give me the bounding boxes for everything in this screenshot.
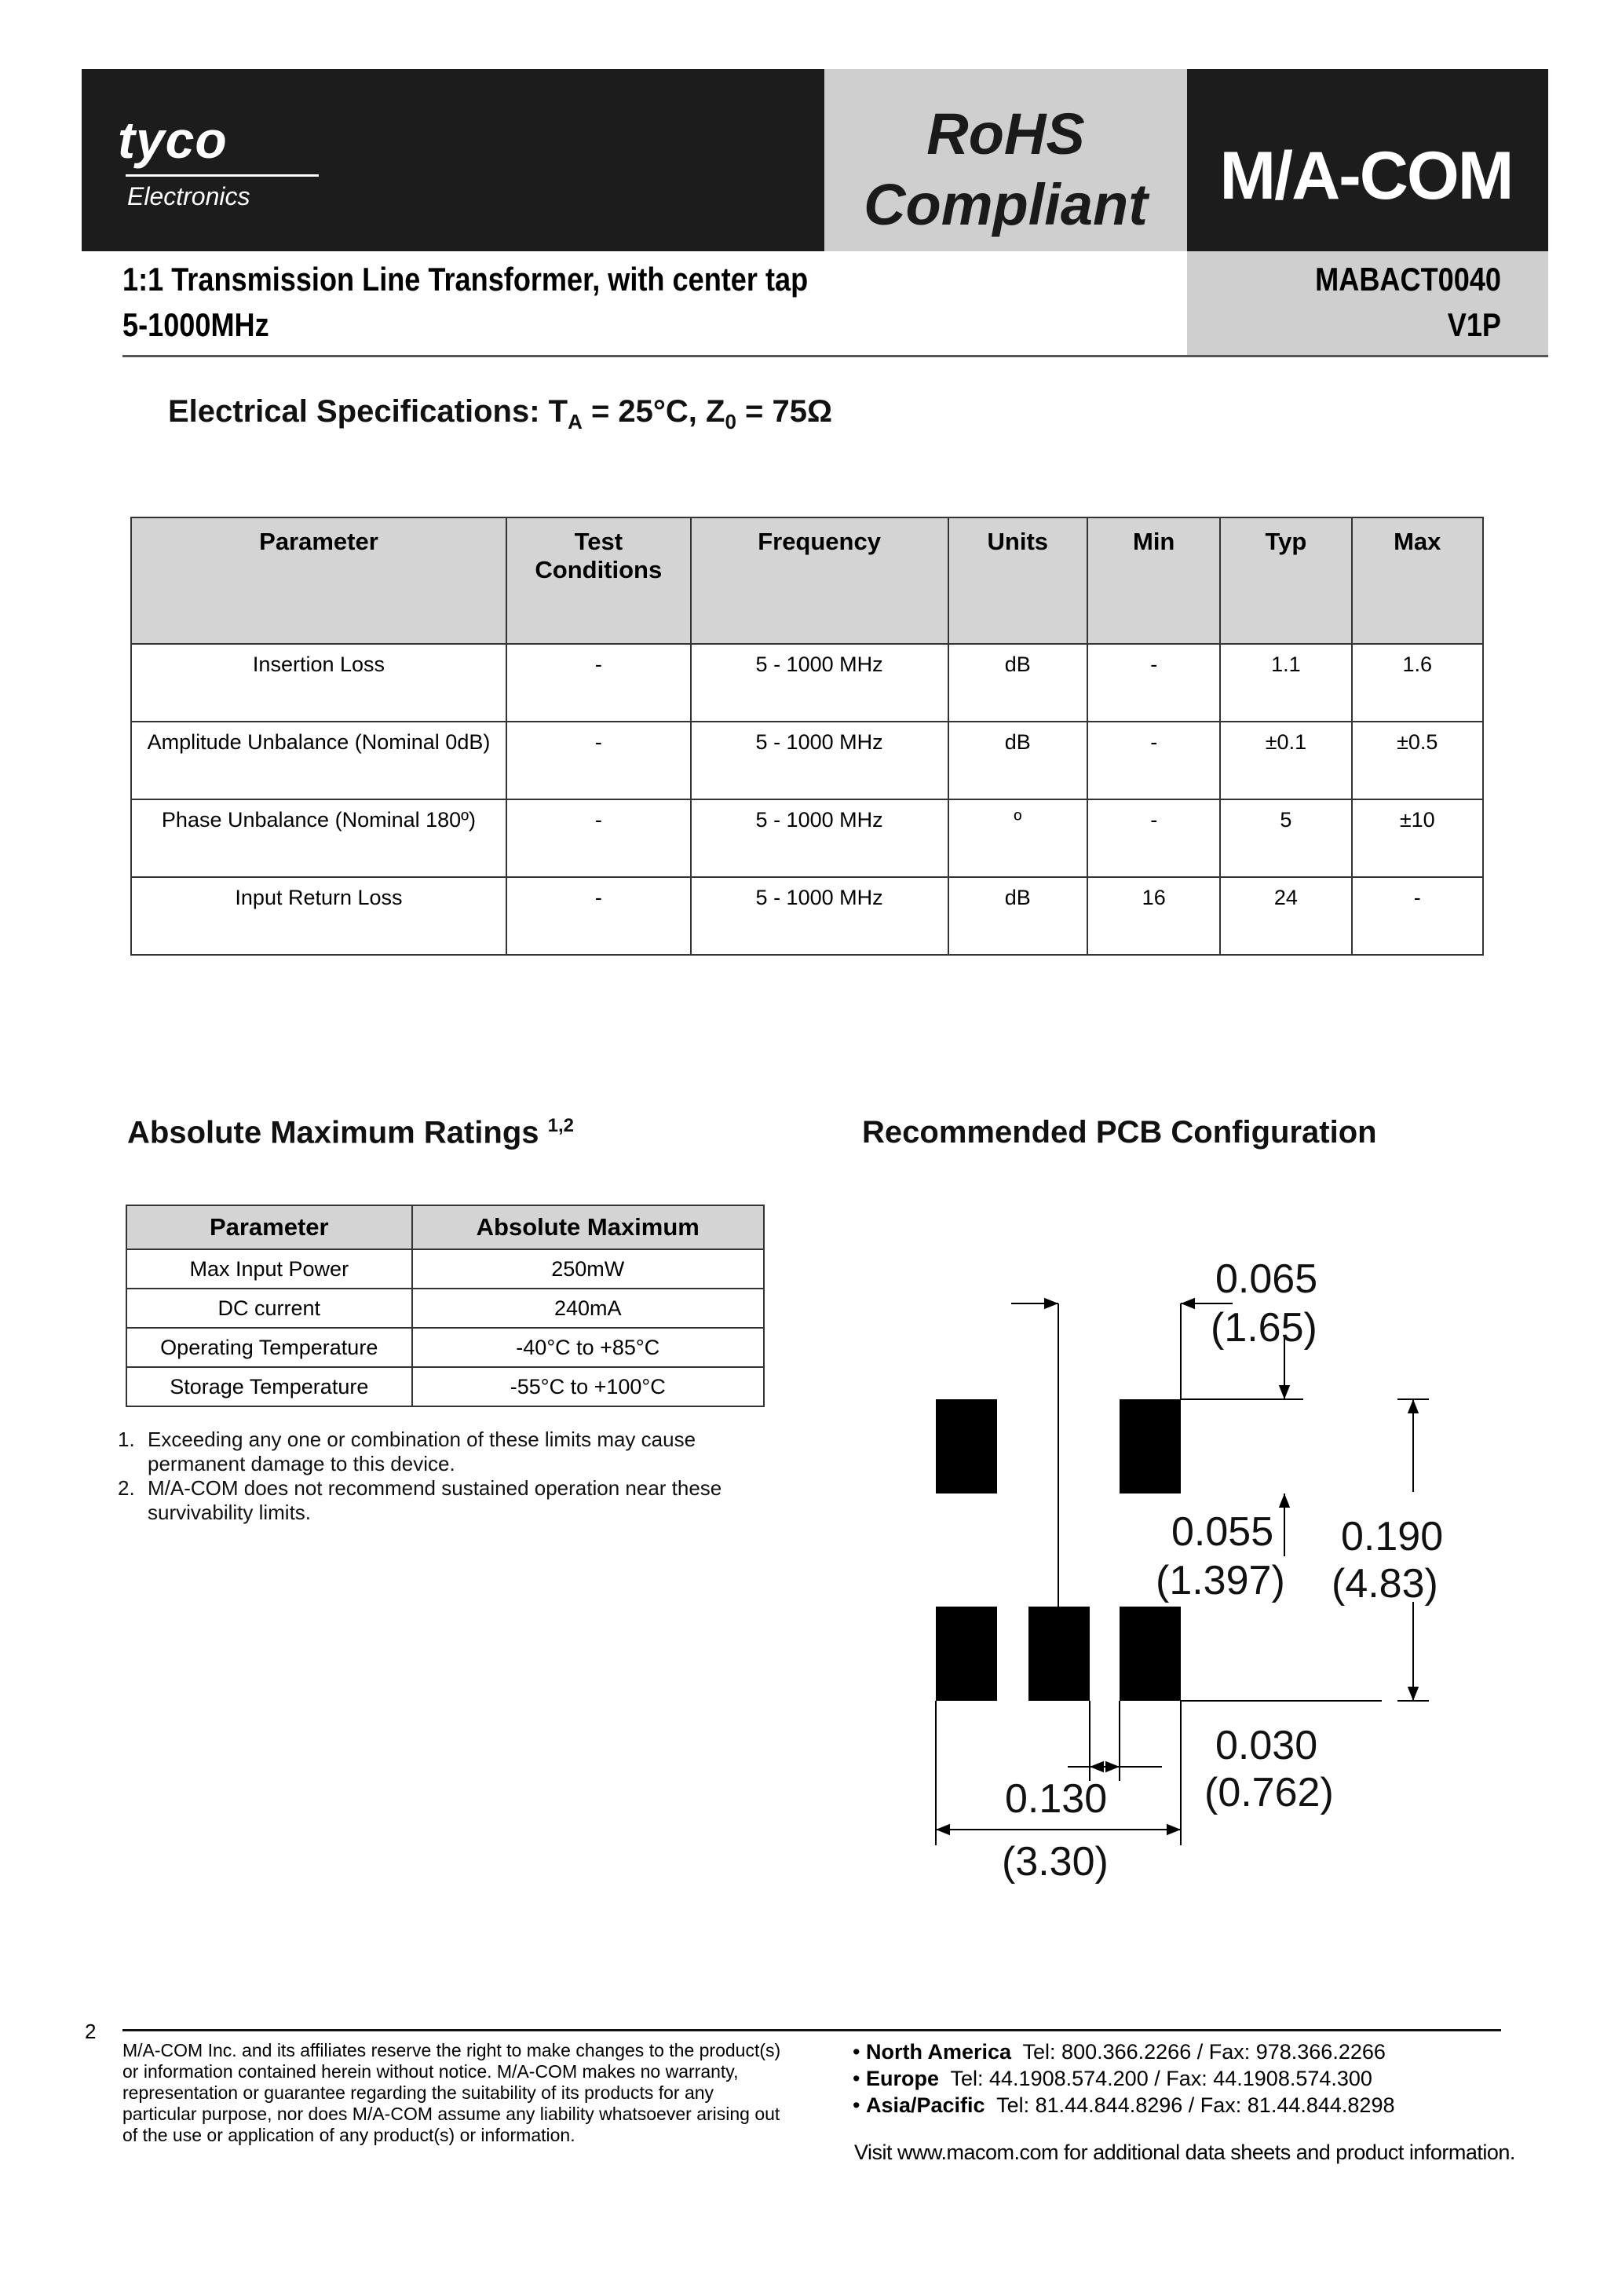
cell: 5 [1220,799,1351,877]
cell: - [506,877,691,955]
table-row [126,1289,764,1328]
cell: Input Return Loss [131,877,506,955]
col-min: Min [1087,517,1220,644]
cell: -40°C to +85°C [412,1328,764,1367]
cell: Storage Temperature [126,1367,412,1406]
tyco-logo-rule [126,174,319,177]
cell: - [506,799,691,877]
table-row [126,1249,764,1289]
table-row [131,722,1483,799]
footer-disclaimer: M/A-COM Inc. and its affiliates reserve the right to make changes to the product(s) or information contained herein without notice. M/A-COM makes no warranty, representation or guarantee regarding the suitability of its products for any particular purpose, nor does M/A-COM assume any liability whatsoever arising out of the use or application of any product(s) or information. [122,2040,781,2145]
cell: ±0.5 [1352,722,1483,799]
col-units: Units [948,517,1088,644]
footer-divider [122,2029,1501,2031]
cell: -55°C to +100°C [412,1367,764,1406]
table-row [131,877,1483,955]
absolute-max-table [126,1205,765,1407]
cell: dB [948,877,1088,955]
cell: - [1087,644,1220,722]
cell: º [948,799,1088,877]
ratings-notes [118,1428,793,1525]
dim-0130-mm: (3.30) [1002,1839,1109,1885]
dim-0065-mm: (1.65) [1211,1305,1317,1351]
cell: 5 - 1000 MHz [691,799,948,877]
col-parameter: Parameter [126,1205,412,1249]
cell: Operating Temperature [126,1328,412,1367]
cell: dB [948,722,1088,799]
website-note: Visit www.macom.com for additional data sheets and product information. [854,2141,1515,2164]
cell: 24 [1220,877,1351,955]
absolute-max-heading: Absolute Maximum Ratings $^{1,2}$ [127,1115,574,1150]
contact-asia-pacific: • Asia/Pacific Tel: 81.44.844.8296 / Fax: 81.44.844.8298 [853,2093,1395,2117]
table-row [126,1367,764,1406]
pad-bottom-center [1028,1607,1090,1701]
macom-logo: M/A-COM [1219,138,1513,214]
dim-0030-mm: (0.762) [1204,1770,1334,1815]
compliant-label: Compliant [864,172,1148,237]
title-divider [122,355,1548,357]
dim-0055-in: 0.055 [1171,1509,1274,1555]
pcb-config-heading: Recommended PCB Configuration [862,1115,1377,1150]
cell: Max Input Power [126,1249,412,1289]
electrical-spec-table [130,517,1484,956]
pcb-layout-diagram [864,1225,1586,1916]
cell: 16 [1087,877,1220,955]
part-version: V1P [1447,306,1501,343]
dim-0130-in: 0.130 [1005,1776,1108,1822]
product-frequency: 5-1000MHz [122,306,269,343]
col-frequency: Frequency [691,517,948,644]
cell: - [1087,722,1220,799]
cell: - [1087,799,1220,877]
cell: 1.6 [1352,644,1483,722]
table-header-row [126,1205,764,1249]
table-row [131,799,1483,877]
pad-top-right [1120,1399,1181,1493]
cell: 1.1 [1220,644,1351,722]
cell: 5 - 1000 MHz [691,722,948,799]
note-item: 2. M/A-COM does not recommend sustained operation near these survivability limits. [118,1476,722,1524]
tyco-logo: tyco [118,111,228,169]
dim-0055-mm: (1.397) [1156,1558,1285,1603]
col-absolute-maximum: Absolute Maximum [412,1205,764,1249]
cell: Phase Unbalance (Nominal 180º) [131,799,506,877]
contact-list [853,2038,1394,2119]
pad-bottom-left [936,1607,997,1701]
dim-0065-in: 0.065 [1215,1256,1318,1302]
table-row [131,644,1483,722]
contact-north-america: • North America Tel: 800.366.2266 / Fax: 978.366.2266 [853,2040,1386,2064]
col-typ: Typ [1220,517,1351,644]
product-title: 1:1 Transmission Line Transformer, with center tap [122,261,809,298]
dim-0030-in: 0.030 [1215,1723,1318,1768]
cell: dB [948,644,1088,722]
cell: 5 - 1000 MHz [691,644,948,722]
cell: 240mA [412,1289,764,1328]
col-parameter: Parameter [131,517,506,644]
note-item: 1. Exceeding any one or combination of these limits may cause permanent damage to this device. [118,1428,696,1475]
dim-0190-in: 0.190 [1341,1514,1444,1559]
cell: ±10 [1352,799,1483,877]
dim-0190-mm: (4.83) [1332,1561,1438,1607]
cell: Amplitude Unbalance (Nominal 0dB) [131,722,506,799]
cell: - [506,644,691,722]
pad-top-left [936,1399,997,1493]
cell: DC current [126,1289,412,1328]
cell: Insertion Loss [131,644,506,722]
page-number: 2 [85,2020,97,2043]
electrical-spec-heading: Electrical Specifications: $T_A = 25^\circ C$, $Z_0 = 75\Omega$ [168,394,833,433]
cell: - [1352,877,1483,955]
cell: 5 - 1000 MHz [691,877,948,955]
table-row [126,1328,764,1367]
cell: ±0.1 [1220,722,1351,799]
tyco-logo-sub: Electronics [127,182,250,210]
pad-bottom-right [1120,1607,1181,1701]
cell: 250mW [412,1249,764,1289]
part-number: MABACT0040 [1315,261,1501,298]
contact-europe: • Europe Tel: 44.1908.574.200 / Fax: 44.1908.574.300 [853,2067,1372,2090]
cell: - [506,722,691,799]
table-header-row [131,517,1483,644]
rohs-label: RoHS [926,101,1085,166]
col-max: Max [1352,517,1483,644]
col-test-conditions: Test Conditions [506,517,691,644]
